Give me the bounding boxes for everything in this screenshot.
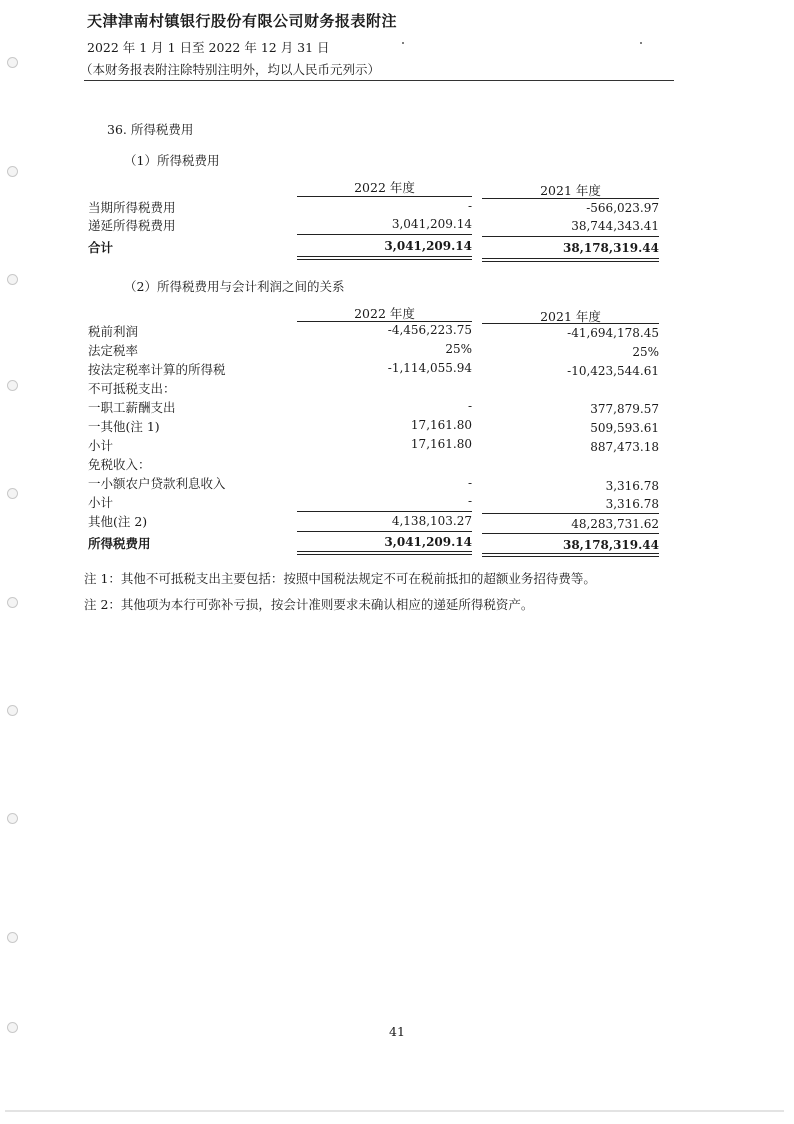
table2-row-value-2022: - xyxy=(467,399,472,413)
table2-row-value-2022: 25% xyxy=(445,342,472,356)
scan-speck xyxy=(402,42,404,44)
table2-row-value-2022: -4,456,223.75 xyxy=(387,323,472,337)
table2-row-label: 免税收入： xyxy=(88,457,151,472)
binder-hole xyxy=(7,488,18,499)
table2-row-value-2021: 377,879.57 xyxy=(590,402,659,416)
binder-hole xyxy=(7,597,18,608)
table2-row-value-2022: -1,114,055.94 xyxy=(387,361,472,375)
table2-row-label: 一其他(注 1) xyxy=(88,419,160,434)
table2-double-rule xyxy=(482,553,659,554)
table1-col-2022: 2022 年度 xyxy=(354,180,415,195)
scan-edge-line xyxy=(5,1110,784,1112)
table2-row-label: 小计 xyxy=(88,495,114,510)
table2-row-value-2021: 48,283,731.62 xyxy=(571,517,659,531)
table2-total-2022: 3,041,209.14 xyxy=(384,535,472,549)
table1-row-value-2021: 38,744,343.41 xyxy=(571,219,659,233)
table2-row-value-2021: 25% xyxy=(632,345,659,359)
table1-header-rule xyxy=(482,198,659,199)
subsection-2-title: （2）所得税费用与会计利润之间的关系 xyxy=(124,279,345,294)
binder-hole xyxy=(7,705,18,716)
table2-col-2022: 2022 年度 xyxy=(354,306,415,321)
binder-hole xyxy=(7,57,18,68)
page-number: 41 xyxy=(389,1024,405,1039)
binder-hole xyxy=(7,932,18,943)
table1-row-value-2022: - xyxy=(467,199,472,213)
table2-row-label: 税前利润 xyxy=(88,324,139,339)
table1-double-rule xyxy=(297,259,472,260)
table2-row-label: 一小额农户贷款利息收入 xyxy=(88,476,226,491)
table1-col-2021: 2021 年度 xyxy=(540,183,601,198)
table2-double-rule xyxy=(297,551,472,552)
table1-total-2022: 3,041,209.14 xyxy=(384,239,472,253)
table1-double-rule xyxy=(482,261,659,262)
binder-hole xyxy=(7,813,18,824)
table2-row-label: 其他(注 2) xyxy=(88,514,148,529)
table1-subtotal-rule xyxy=(297,234,472,235)
binder-hole xyxy=(7,166,18,177)
table2-row-label: 按法定税率计算的所得税 xyxy=(88,362,226,377)
table1-total-2021: 38,178,319.44 xyxy=(562,241,659,255)
table1-header-rule xyxy=(297,196,472,197)
table2-row-rule xyxy=(297,511,472,512)
footnote-1: 注 1：其他不可抵税支出主要包括：按照中国税法规定不可在税前抵扣的超额业务招待费等。 xyxy=(84,571,596,586)
table2-row-label: 法定税率 xyxy=(88,343,139,358)
table1-double-rule xyxy=(482,258,659,259)
footnote-2: 注 2：其他项为本行可弥补亏损，按会计准则要求未确认相应的递延所得税资产。 xyxy=(84,597,534,612)
report-period: 2022 年 1 月 1 日至 2022 年 12 月 31 日 xyxy=(87,40,330,55)
table2-double-rule xyxy=(482,556,659,557)
table2-row-value-2021: 887,473.18 xyxy=(590,440,659,454)
table2-row-rule xyxy=(482,513,659,514)
table2-row-value-2022: - xyxy=(467,494,472,508)
table2-subtotal-rule xyxy=(297,531,472,532)
currency-note: （本财务报表附注除特别注明外，均以人民币元列示） xyxy=(80,62,381,77)
subsection-1-title: （1）所得税费用 xyxy=(124,153,220,168)
header-divider xyxy=(84,80,674,81)
table2-row-value-2021: 3,316.78 xyxy=(605,479,659,493)
table2-subtotal-rule xyxy=(482,533,659,534)
table2-header-rule xyxy=(297,321,472,322)
table1-row-label: 递延所得税费用 xyxy=(88,218,176,233)
table1-row-value-2021: -566,023.97 xyxy=(586,201,659,215)
binder-hole xyxy=(7,274,18,285)
table2-row-value-2021: 3,316.78 xyxy=(605,497,659,511)
table1-subtotal-rule xyxy=(482,236,659,237)
table1-row-value-2022: 3,041,209.14 xyxy=(391,217,472,231)
table2-row-value-2022: 4,138,103.27 xyxy=(391,514,472,528)
table2-total-label: 所得税费用 xyxy=(88,536,151,551)
table2-row-value-2022: 17,161.80 xyxy=(410,418,472,432)
table2-double-rule xyxy=(297,554,472,555)
table1-double-rule xyxy=(297,256,472,257)
table2-col-2021: 2021 年度 xyxy=(540,309,601,324)
scan-speck xyxy=(640,42,642,44)
table2-row-label: 一职工薪酬支出 xyxy=(88,400,176,415)
table2-row-label: 小计 xyxy=(88,438,114,453)
table2-row-value-2021: -41,694,178.45 xyxy=(567,326,659,340)
report-title: 天津津南村镇银行股份有限公司财务报表附注 xyxy=(87,12,398,30)
table2-row-label: 不可抵税支出： xyxy=(88,381,176,396)
table2-row-value-2022: - xyxy=(467,476,472,490)
table2-total-2021: 38,178,319.44 xyxy=(562,538,659,552)
table2-header-rule xyxy=(482,323,659,324)
binder-hole xyxy=(7,380,18,391)
table2-row-value-2021: 509,593.61 xyxy=(590,421,659,435)
table2-row-value-2021: -10,423,544.61 xyxy=(567,364,659,378)
table2-row-value-2022: 17,161.80 xyxy=(410,437,472,451)
table1-total-label: 合计 xyxy=(88,240,114,255)
table1-row-label: 当期所得税费用 xyxy=(88,200,176,215)
section-title: 36. 所得税费用 xyxy=(107,122,194,137)
